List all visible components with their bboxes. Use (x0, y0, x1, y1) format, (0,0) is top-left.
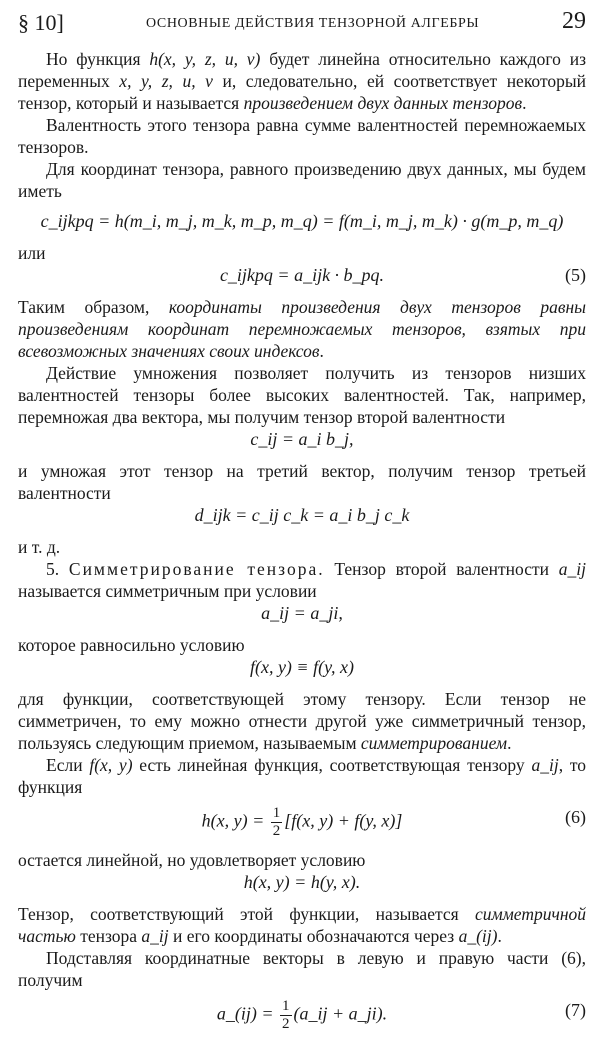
paragraph: остается линейной, но удовлетворяет условию (18, 850, 366, 870)
paragraph-or: или (18, 243, 46, 263)
page-number: 29 (562, 8, 586, 34)
section-heading: Симметрирование тензора. (68, 559, 325, 579)
text: Тензор, соответствующий этой функции, называется (18, 904, 475, 924)
equation-7 (18, 999, 586, 1032)
paragraph (18, 903, 586, 947)
text: Но функция (46, 49, 150, 69)
fraction (280, 999, 292, 1032)
text: . (507, 733, 512, 753)
formula-rhs: [f(x, y) + f(y, x)] (284, 810, 403, 831)
math-inline: h(x, y, z, u, v) (149, 49, 261, 69)
math-inline: f(x, y) (89, 755, 133, 775)
paragraph (18, 754, 586, 798)
equation-5 (18, 264, 586, 286)
text: и его координаты обозначаются через (168, 926, 459, 946)
text: Таким образом, (18, 297, 169, 317)
text: будет линейна относительно каждого из переменных (18, 49, 586, 91)
formula-lhs: a_(ij) = (216, 1003, 278, 1024)
paragraph: Подставляя координатные векторы в левую и правую части (6), получим (18, 948, 586, 990)
text: . (497, 926, 502, 946)
text: есть линейная функция, соответствующая тензору (132, 755, 532, 775)
text: Если (46, 755, 90, 775)
text: , то функция (18, 755, 586, 797)
denominator: 2 (272, 823, 281, 839)
page-body (18, 48, 586, 1042)
equation-symmetric (18, 602, 586, 624)
emphasis: произведением двух данных тензоров (243, 93, 523, 113)
text: для функции, соответствующей этому тензору. Если тензор не симметричен, то ему можно отнести другой уже симметричный тензор, пользуясь следующим приемом, называемым (18, 689, 586, 753)
math-inline: a_ij (531, 755, 559, 775)
paragraph (18, 688, 586, 754)
section-number: 5. (46, 559, 69, 579)
emphasis: координаты произведения двух тензоров равны произведениям координат перемножаемых тензоров, взятых при всевозможных значениях своих индексов (18, 297, 586, 361)
equation-f-symmetric (18, 656, 586, 678)
text: и, следовательно, ей соответствует некоторый тензор, который и называется (18, 71, 586, 113)
paragraph: Действие умножения позволяет получить из тензоров низших валентностей тензоры более высоких валентностей. Так, например, перемножая два вектора, мы получим тензор второй валентности (18, 363, 586, 427)
numerator: 1 (272, 805, 281, 821)
emphasis: симметричной частью (18, 904, 586, 946)
paragraph: которое равносильно условию (18, 635, 245, 655)
formula: h(x, y) = h(y, x). (243, 872, 361, 892)
formula-rhs: (a_ij + a_ji). (293, 1003, 388, 1024)
text: . (319, 341, 324, 361)
equation-number: (6) (565, 807, 586, 827)
paragraph (18, 296, 586, 362)
paragraph: и умножая этот тензор на третий вектор, получим тензор третьей валентности (18, 461, 586, 503)
math-inline: a_ij (558, 559, 586, 579)
formula: a_ij = a_ji, (261, 603, 343, 623)
text: тензора (75, 926, 142, 946)
formula: c_ijkpq = h(m_i, m_j, m_k, m_p, m_q) = f(m_i, m_j, m_k) · g(m_p, m_q) (40, 211, 564, 231)
equation-product (18, 210, 586, 232)
equation-cij (18, 428, 586, 450)
equation-6 (18, 806, 586, 839)
running-header (18, 8, 586, 38)
formula: c_ij = a_i b_j, (250, 429, 354, 449)
paragraph (18, 48, 586, 114)
fraction (271, 806, 283, 839)
numerator: 1 (282, 998, 290, 1014)
equation-number: (5) (565, 265, 586, 285)
text: . (522, 93, 527, 113)
paragraph (18, 558, 586, 602)
denominator: 2 (282, 1016, 290, 1032)
formula: c_ijkpq = a_ijk · b_pq. (219, 265, 385, 285)
math-inline: a_(ij) (458, 926, 498, 946)
paragraph: Для координат тензора, равного произведению двух данных, мы будем иметь (18, 159, 586, 201)
formula: d_ijk = c_ij c_k = a_i b_j c_k (194, 505, 410, 525)
math-inline: a_ij (141, 926, 169, 946)
equation-dijk (18, 504, 586, 526)
emphasis: симметрированием (360, 733, 508, 753)
paragraph: Валентность этого тензора равна сумме валентностей перемножаемых тензоров. (18, 115, 586, 157)
text: называется симметричным при условии (18, 581, 317, 601)
formula-lhs: h(x, y) = (201, 810, 269, 831)
equation-number: (7) (565, 1000, 586, 1020)
section-marker: § 10] (18, 10, 64, 35)
equation-h-symmetric (18, 871, 586, 893)
chapter-title: ОСНОВНЫЕ ДЕЙСТВИЯ ТЕНЗОРНОЙ АЛГЕБРЫ (146, 16, 480, 31)
formula: f(x, y) ≡ f(y, x) (249, 657, 355, 677)
text: Тензор второй валентности (324, 559, 559, 579)
math-inline: x, y, z, u, v (119, 71, 213, 91)
paragraph-etc: и т. д. (18, 537, 61, 557)
